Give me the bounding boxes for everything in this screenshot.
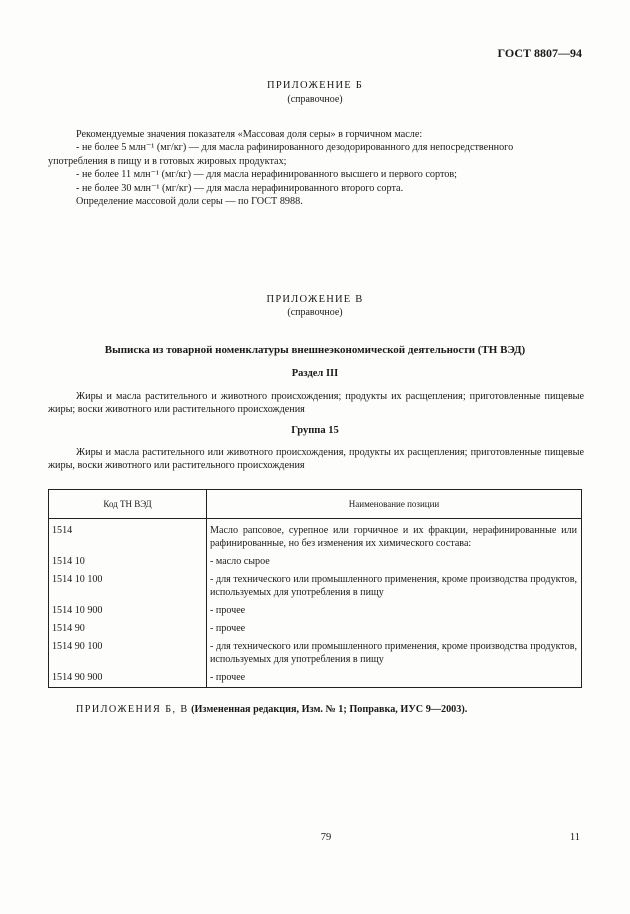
table-row bbox=[49, 553, 582, 571]
group-text: Жиры и масла растительного или животного происхождения, продукты их расщепления; приготовленные пищевые жиры, воски животного или растительного происхождения bbox=[48, 447, 584, 472]
table-row bbox=[49, 638, 582, 669]
row-code: 1514 10 900 bbox=[49, 602, 207, 620]
row-code: 1514 10 bbox=[49, 553, 207, 571]
appendix-b-item-1-line-2: употребления в пищу и в готовых жировых продуктах; bbox=[48, 155, 287, 167]
appendix-b-title: ПРИЛОЖЕНИЕ Б bbox=[267, 80, 363, 91]
row-name: - прочее bbox=[210, 672, 246, 683]
table-header-row bbox=[49, 490, 582, 519]
table-row bbox=[49, 571, 582, 602]
document-code: ГОСТ 8807—94 bbox=[497, 46, 582, 60]
appendix-b-intro: Рекомендуемые значения показателя «Массовая доля серы» в горчичном масле: bbox=[76, 129, 423, 140]
appendix-b-item-3: - не более 30 млн⁻¹ (мг/кг) — для масла нерафинированного второго сорта. bbox=[76, 182, 404, 194]
row-name: - прочее bbox=[210, 605, 246, 616]
appendix-v-main-title: Выписка из товарной номенклатуры внешнеэкономической деятельности (ТН ВЭД) bbox=[104, 344, 526, 356]
row-code: 1514 10 100 bbox=[49, 571, 207, 602]
row-code: 1514 90 900 bbox=[49, 669, 207, 688]
appendix-b-definition: Определение массовой доли серы — по ГОСТ 8988. bbox=[76, 196, 303, 208]
appendix-b-body bbox=[48, 128, 584, 208]
table-row bbox=[49, 602, 582, 620]
appendix-v-title: ПРИЛОЖЕНИЕ В bbox=[266, 294, 364, 305]
table-row bbox=[49, 669, 582, 688]
appendix-b-subtitle: (справочное) bbox=[287, 94, 343, 105]
page-number: 79 bbox=[320, 832, 332, 843]
header-code: Код ТН ВЭД bbox=[49, 490, 207, 519]
section-title: Раздел III bbox=[291, 368, 339, 379]
header-name: Наименование позиции bbox=[207, 490, 582, 519]
table-row bbox=[49, 620, 582, 638]
row-code: 1514 90 100 bbox=[49, 638, 207, 669]
row-code: 1514 bbox=[49, 519, 207, 554]
amendment-text: (Измененная редакция, Изм. № 1; Поправка, ИУС 9—2003). bbox=[191, 704, 468, 715]
amendment-prefix: ПРИЛОЖЕНИЯ Б, В bbox=[76, 704, 189, 715]
group-title: Группа 15 bbox=[291, 425, 339, 436]
appendix-v-subtitle: (справочное) bbox=[287, 307, 343, 318]
group-text-block bbox=[48, 446, 584, 473]
section-text-block bbox=[48, 390, 584, 417]
row-name: Масло рапсовое, сурепное или горчичное и их фракции, нерафинированные или рафинированные, но без изменения их химического состава: bbox=[210, 525, 577, 549]
table-row bbox=[49, 519, 582, 554]
row-code: 1514 90 bbox=[49, 620, 207, 638]
row-name: - прочее bbox=[210, 623, 246, 634]
sheet-number: 11 bbox=[569, 832, 580, 843]
appendix-b-item-1-line-1: - не более 5 млн⁻¹ (мг/кг) — для масла рафинированного дезодорированного для непосредственного bbox=[76, 142, 514, 154]
row-name: - для технического или промышленного применения, кроме производства продуктов, используемых для употребления в пищу bbox=[210, 641, 577, 665]
tn-ved-table bbox=[48, 489, 582, 688]
row-name: - масло сырое bbox=[210, 556, 270, 567]
row-name: - для технического или промышленного применения, кроме производства продуктов, используемых для употребления в пищу bbox=[210, 574, 577, 598]
appendix-b-item-2: - не более 11 млн⁻¹ (мг/кг) — для масла нерафинированного высшего и первого сортов; bbox=[76, 169, 458, 181]
section-text: Жиры и масла растительного и животного происхождения; продукты их расщепления; приготовленные пищевые жиры; воски животного или растительного происхождения bbox=[48, 391, 584, 416]
amendment-note bbox=[76, 704, 467, 715]
